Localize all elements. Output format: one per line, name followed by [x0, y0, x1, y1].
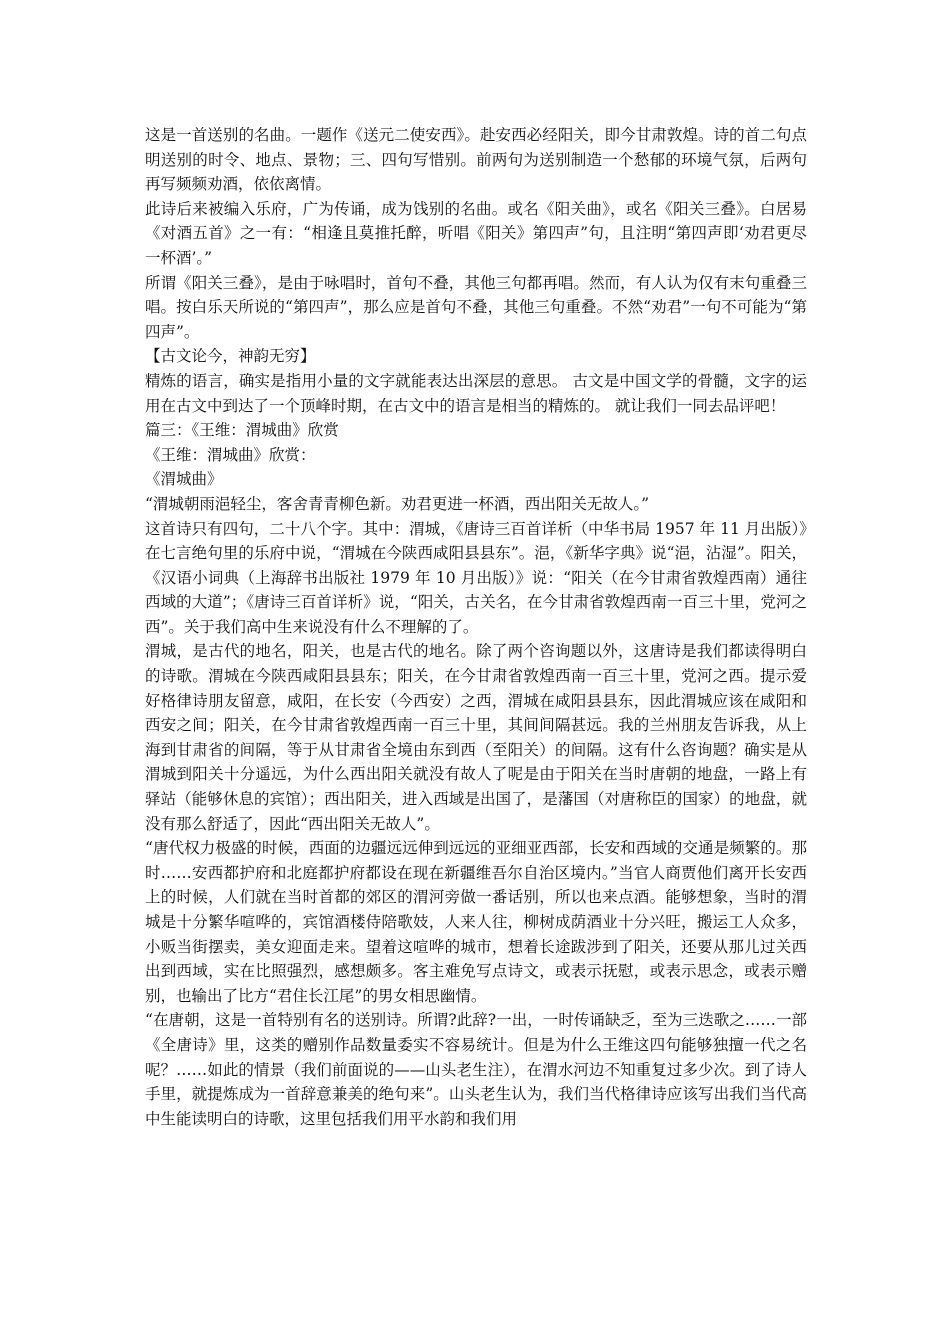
paragraph-classical-language: 精炼的语言，确实是指用小量的文字就能表达出深层的意思。 古文是中国文学的骨髓，文字的运用在古文中到达了一个顶峰时期，在古文中的语言是相当的精炼的。 就让我们一同去品评吧！	[145, 371, 807, 415]
poem-title: 《渭城曲》	[145, 470, 223, 489]
subtitle: 《王维：渭城曲》欣赏：	[145, 445, 316, 464]
poem-text: “渭城朝雨浥轻尘，客舍青青柳色新。劝君更进一杯酒，西出阳关无故人。”	[145, 494, 650, 513]
paragraph-yangguan-sandie: 所谓《阳关三叠》，是由于咏唱时，首句不叠，其他三句都再唱。然而，有人认为仅有末句重叠三唱。按白乐天所说的“第四声”，那么应是首句不叠，其他三句重叠。不然“劝君”一句不可能为“第四声”。	[145, 273, 807, 341]
paragraph-annotation: 这首诗只有四句，二十八个字。其中：渭城，《唐诗三百首详析（中华书局 1957 年 11 月出版）》在七言绝句里的乐府中说，“渭城在今陕西咸阳县县东”。浥，《新华字典》说“浥，沾湿”。阳关，《汉语小词典（上海辞书出版社 1979 年 10 月出版）》说：“阳关（在今甘肃省敦煌西南）通往西域的大道”；《唐诗三百首详析》说，“阳关，古关名，在今甘肃省敦煌西南一百三十里，党河之西”。关于我们高中生来说没有什么不理解的了。	[145, 519, 807, 636]
chapter-title: 篇三：《王维：渭城曲》欣赏	[145, 421, 339, 440]
document-page	[145, 123, 807, 1131]
paragraph-farewell-poem: “在唐朝，这是一首特别有名的送别诗。所谓?此辞?一出，一时传诵缺乏，至为三迭歌之……一部《全唐诗》里，这类的赠别作品数量委实不容易统计。但是为什么王维这四句能够独擅一代之名呢？……如此的情景（我们前面说的——山头老生注），在渭水河边不知重复过多少次。到了诗人手里，就提炼成为一首辞意兼美的绝句来”。山头老生认为，我们当代格律诗应该写出我们当代高中生能读明白的诗歌，这里包括我们用平水韵和我们用	[145, 1011, 807, 1128]
section-heading: 【古文论今，神韵无穷】	[145, 347, 316, 366]
paragraph-tang-dynasty: “唐代权力极盛的时候，西面的边疆远远伸到远远的亚细亚西部，长安和西域的交通是频繁的。那时……安西都护府和北庭都护府都设在现在新疆维吾尔自治区境内。”当官人商贾他们离开长安西上的时候，人们就在当时首都的郊区的渭河旁做一番话别，所以也来点酒。能够想象，当时的渭城是十分繁华喧哗的，宾馆酒楼侍陪歌妓，人来人往，柳树成荫酒业十分兴旺，搬运工人众多，小贩当街摆卖，美女迎面走来。望着这喧哗的城市，想着长途跋涉到了阳关，还要从那儿过关西出到西域，实在比照强烈，感想颇多。客主难免写点诗文，或表示抚慰，或表示思念，或表示赠别，也输出了比方“君住长江尾”的男女相思幽情。	[145, 839, 807, 1005]
paragraph-intro: 这是一首送别的名曲。一题作《送元二使安西》。赴安西必经阳关，即今甘肃敦煌。诗的首二句点明送别的时令、地点、景物；三、四句写惜别。前两句为送别制造一个愁郁的环境气氛，后两句再写频频劝酒，依依离情。	[145, 126, 807, 194]
paragraph-yangguan-qu: 此诗后来被编入乐府，广为传诵，成为饯别的名曲。或名《阳关曲》，或名《阳关三叠》。白居易《对酒五首》之一有：“相逢且莫推托醉，听唱《阳关》第四声”句，且注明“第四声即‘劝君更尽一杯酒’。”	[145, 199, 807, 267]
paragraph-geography: 渭城，是古代的地名，阳关，也是古代的地名。除了两个咨询题以外，这唐诗是我们都读得明白的诗歌。渭城在今陕西咸阳县县东；阳关，在今甘肃省敦煌西南一百三十里，党河之西。提示爱好格律诗朋友留意，咸阳，在长安（今西安）之西，渭城在咸阳县县东，因此渭城应该在咸阳和西安之间；阳关，在今甘肃省敦煌西南一百三十里，其间间隔甚远。我的兰州朋友告诉我，从上海到甘肃省的间隔，等于从甘肃省全境由东到西（至阳关）的间隔。这有什么咨询题？确实是从渭城到阳关十分遥远，为什么西出阳关就没有故人了呢是由于阳关在当时唐朝的地盘，一路上有驿站（能够休息的宾馆）；西出阳关，进入西域是出国了，是藩国（对唐称臣的国家）的地盘，就没有那么舒适了，因此“西出阳关无故人”。	[145, 642, 807, 833]
